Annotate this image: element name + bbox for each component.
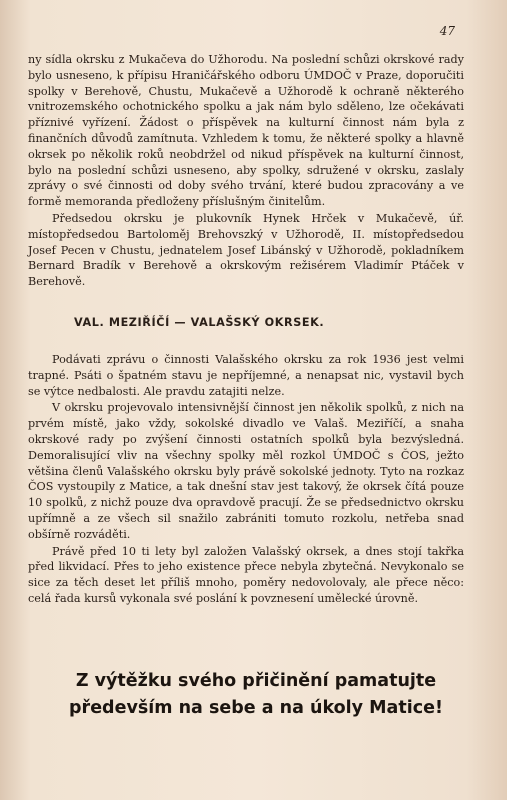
paragraph: ny sídla okrsku z Mukačeva do Užhorodu. Na poslední schůzi okrskové rady bylo usneseno, k přípisu Hraničářského odboru ÚMDOČ v Praze, doporučiti spolky v Berehově, Chustu, Mukačevě a Užhorodě k ochraně některého vnitrozemského ochotnického spolku a jak nám bylo sděleno, lze očekávati příznivé vyřízení. Žádost o příspěvek na kulturní činnost nám byla z finančních důvodů zamítnuta. Vzhledem k tomu, že některé spolky a hlavně okrsek po několik roků neobdržel od nikud příspěvek na kulturní činnost, bylo na poslední schůzi usneseno, aby spolky, sdružené v okrsku, zaslaly zprávy o své činnosti od doby svého trvání, které budou zpracovány a ve formě memoranda předloženy příslušným činitelům. — [28, 53, 464, 209]
paragraph: V okrsku projevovalo intensivnější činnost jen několik spolků, z nich na prvém místě, jako vždy, sokolské divadlo ve Valaš. Meziříčí, a snaha okrskové rady po zvýšení činnosti ostatních spolků byla bezvýsledná. Demoralisující vliv na všechny spolky měl rozkol ÚMDOČ s ČOS, ježto většina členů Valašského okrsku byly právě sokolské jednoty. Tyto na rozkaz ČOS vystoupily z Matice, a tak dnešní stav jest takový, že okrsek čítá pouze 10 spolků, z nichž pouze dva opravdově pracují. Že se předsednictvo okrsku upřímně a ze všech sil snažilo zabrániti tomuto rozkolu, netřeba snad obšírně rozváděti. — [28, 401, 464, 541]
paragraph: Právě před 10 ti lety byl založen Valašský okrsek, a dnes stojí takřka před likvidací. Přes to jeho existence přece nebyla zbytečná. Nevykonalo se sice za těch deset let příliš mnoho, poměry nedovolovaly, ale přece něco: celá řada kursů vykonala své poslání k povznesení umělecké úrovně. — [28, 544, 464, 605]
section-heading: VAL. MEZIŘÍČÍ — VALAŠSKÝ OKRSEK. — [74, 316, 325, 329]
motto — [30, 668, 482, 722]
valassky-okrsek-report — [28, 352, 464, 607]
paragraph: Podávati zprávu o činnosti Valašského okrsku za rok 1936 jest velmi trapné. Psáti o špatném stavu je nepříjemné, a nenapsat nic, vystavil bych se výtce nedbalosti. Ale pravdu zatajiti nelze. — [28, 353, 464, 398]
motto-line: především na sebe a na úkoly Matice! — [69, 698, 443, 718]
page-number: 47 — [439, 24, 455, 38]
motto-line: Z výtěžku svého přičinění pamatujte — [75, 671, 437, 691]
paragraph: Předsedou okrsku je plukovník Hynek Hrček v Mukačevě, úř. místopředsedou Bartoloměj Brehovszký v Užhorodě, II. místopředsedou Josef Pecen v Chustu, jednatelem Josef Libánský v Užhorodě, pokladníkem Bernard Bradík v Berehově a okrskovým režisérem Vladimír Ptáček v Berehově. — [28, 211, 464, 289]
okrsek-report-continuation — [28, 52, 464, 290]
